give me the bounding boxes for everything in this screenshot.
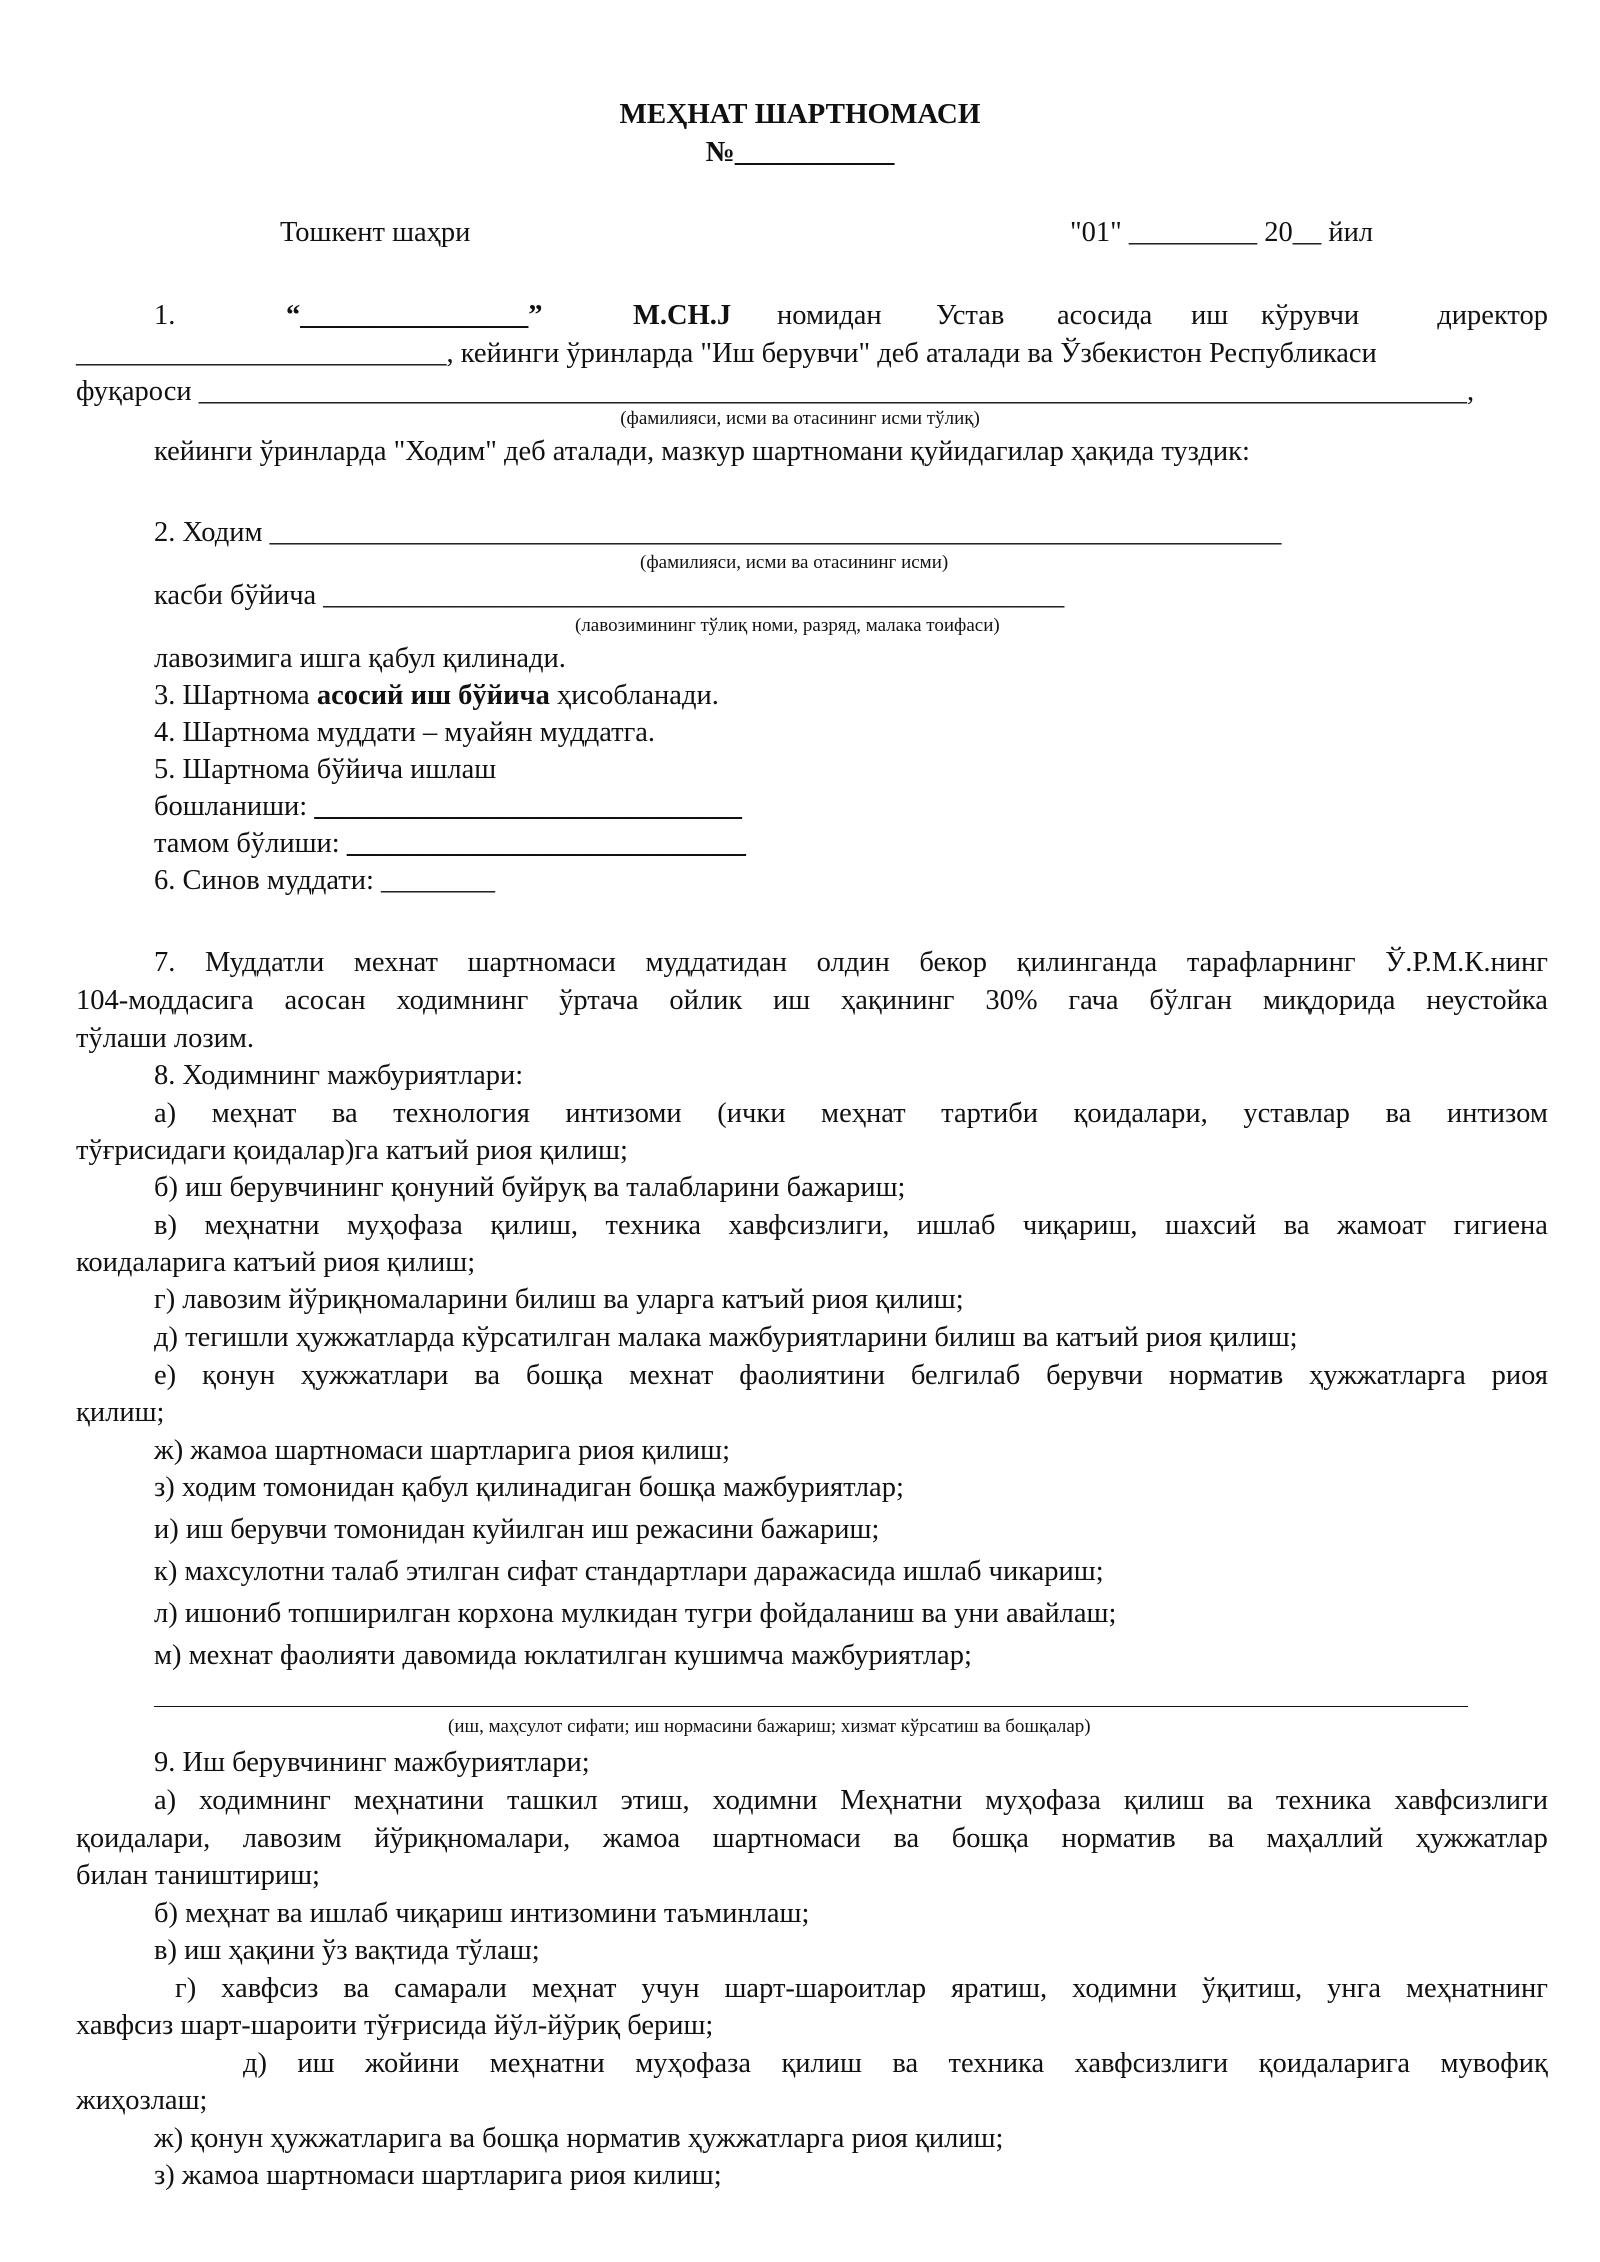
p8-a-line2: тўғрисидаги қоидалар)га катъий риоя қилиш; xyxy=(76,1135,628,1166)
p5-end: тамом бўлиши: ____________________________ xyxy=(154,828,746,859)
p8-v-line2: коидаларига катъий риоя қилиш; xyxy=(76,1247,476,1278)
p1-line4: кейинги ўринларда "Ходим" деб аталади, мазкур шартномани қуйидагилар ҳақида туздик: xyxy=(154,436,1250,467)
p6: 6. Синов муддати: ________ xyxy=(154,865,495,896)
p3: 3. Шартнома асосий иш бўйича ҳисобланади. xyxy=(154,680,719,711)
p8-title: 8. Ходимнинг мажбуриятлари: xyxy=(154,1060,524,1091)
city: Тошкент шаҳри xyxy=(280,217,471,248)
employee-line: 2. Ходим _______________________________________________________________________ xyxy=(154,517,1282,548)
p1-line3: фуқароси _________________________________________________________________________________________, xyxy=(76,376,1475,407)
p8-v-line1: в) меҳнатни муҳофаза қилиш, техника хавфсизлиги, ишлаб чиқариш, шахсий ва жамоат гигиена xyxy=(154,1210,1548,1241)
p8-m: м) мехнат фаолияти давомида юклатилган кушимча мажбуриятлар; xyxy=(154,1640,972,1671)
p7-line2: 104-моддасига асосан ходимнинг ўртача ойлик иш ҳақининг 30% гача бўлган миқдорида неустойка xyxy=(76,985,1548,1016)
p8-e-line2: қилиш; xyxy=(76,1397,165,1428)
accepted-line: лавозимига ишга қабул қилинади. xyxy=(154,643,566,674)
p8-z: з) ходим томонидан қабул қилинадиган бошқа мажбуриятлар; xyxy=(154,1472,904,1503)
p9-a-line2: қоидалари, лавозим йўриқномалари, жамоа шартномаси ва бошқа норматив ва маҳаллий ҳужжатлар xyxy=(76,1823,1548,1854)
p1-hint: (фамилияси, исми ва отасининг исми тўлиқ) xyxy=(620,408,980,429)
p8-hint: (иш, маҳсулот сифати; иш нормасини бажариш; хизмат кўрсатиш ва бошқалар) xyxy=(448,1716,1091,1737)
p9-d-line2: жиҳозлаш; xyxy=(76,2085,208,2116)
p8-e-line1: е) қонун ҳужжатлари ва бошқа мехнат фаолиятини белгилаб берувчи норматив ҳужжатларга риоя xyxy=(154,1360,1548,1391)
p8-k: к) махсулотни талаб этилган сифат стандартлари даражасида ишлаб чикариш; xyxy=(154,1556,1104,1587)
p5-title: 5. Шартнома бўйича ишлаш xyxy=(154,754,497,785)
p9-title: 9. Иш берувчининг мажбуриятлари; xyxy=(154,1747,590,1778)
p8-i: и) иш берувчи томонидан куйилган иш режасини бажариш; xyxy=(154,1514,880,1545)
p9-g-line1: г) хавфсиз ва самарали меҳнат учун шарт-шароитлар яратиш, ходимни ўқитиш, унга меҳнатнинг xyxy=(175,1973,1548,2004)
contract-number: №___________ xyxy=(705,136,895,168)
page-title: МЕҲНАТ ШАРТНОМАСИ xyxy=(619,98,981,130)
p9-g-line2: хавфсиз шарт-шароити тўғрисида йўл-йўриқ бериш; xyxy=(76,2010,714,2041)
p8-l: л) ишониб топширилган корхона мулкидан тугри фойдаланиш ва уни авайлаш; xyxy=(154,1598,1117,1629)
contract-date: "01" _________ 20__ йил xyxy=(1070,217,1374,248)
p8-zh: ж) жамоа шартномаси шартларига риоя қилиш; xyxy=(154,1435,731,1466)
p9-zh: ж) қонун ҳужжатларига ва бошқа норматив ҳужжатларга риоя қилиш; xyxy=(154,2123,1004,2154)
p7-line1: 7. Муддатли мехнат шартномаси муддатидан олдин бекор қилинганда тарафларнинг Ў.Р.М.К.нинг xyxy=(154,947,1548,978)
p9-a-line1: а) ходимнинг меҳнатини ташкил этиш, ходимни Меҳнатни муҳофаза қилиш ва техника хавфсизлиги xyxy=(154,1785,1548,1816)
p4: 4. Шартнома муддати – муайян муддатга. xyxy=(154,717,656,748)
p9-z: з) жамоа шартномаси шартларига риоя килиш; xyxy=(154,2160,722,2191)
p9-a-line3: билан таништириш; xyxy=(76,1860,320,1891)
p9-v: в) иш ҳақини ўз вақтида тўлаш; xyxy=(154,1935,540,1966)
employee-hint: (фамилияси, исми ва отасининг исми) xyxy=(640,552,949,573)
profession-line: касби бўйича ____________________________________________________ xyxy=(154,580,1065,611)
profession-hint: (лавозимининг тўлиқ номи, разряд, малака тоифаси) xyxy=(575,615,1000,636)
p7-line3: тўлаши лозим. xyxy=(76,1023,255,1054)
p9-d-line1: д) иш жойини меҳнатни муҳофаза қилиш ва техника хавфсизлиги қоидаларига мувофиқ xyxy=(243,2048,1548,2079)
p1-line2: __________________________, кейинги ўринларда "Иш берувчи" деб аталади ва Ўзбекистон Республикаси xyxy=(76,338,1377,369)
contract-page: МЕҲНАТ ШАРТНОМАСИ №___________ Тошкент шаҳри "01" _________ 20__ йил 1. “________________” M.CH.J номидан Устав асосида иш кўрувчи директор __________________________, кейинги ўринларда "Иш берувчи" деб аталади ва Ўзбекистон Республикаси фуқароси _________________________________________________________________________________________, (фамилияси, исми ва отасининг исми тўлиқ) кейинги ўринларда "Ходим" деб аталади, мазкур шартномани қуйидагилар ҳақида туздик: 2. Ходим _______________________________________________________________________ (фамилияси, исми ва отасининг исми) касби бўйича ____________________________________________________ (лавозимининг тўлиқ номи, разряд, малака тоифаси) лавозимига ишга қабул қилинади. 3. Шартнома асосий иш бўйича ҳисобланади. 4. Шартнома муддати – муайян муддатга. 5. Шартнома бўйича ишлаш бошланиши: ______________________________ тамом бўлиши: ____________________________ 6. Синов муддати: ________ 7. Муддатли мехнат шартномаси муддатидан олдин бекор қилинганда тарафларнинг Ў.Р.М.К.нинг 104-моддасига асосан ходимнинг ўртача ойлик иш ҳақининг 30% гача бўлган миқдорида неустойка тўлаши лозим. 8. Ходимнинг мажбуриятлари: а) меҳнат ва технология интизоми (ички меҳнат тартиби қоидалари, уставлар ва интизом тўғрисидаги қоидалар)га катъий риоя қилиш; б) иш берувчининг қонуний буйруқ ва талабларини бажариш; в) меҳнатни муҳофаза қилиш, техника хавфсизлиги, ишлаб чиқариш, шахсий ва жамоат гигиена коидаларига катъий риоя қилиш; г) лавозим йўриқномаларини билиш ва уларга катъий риоя қилиш; д) тегишли ҳужжатларда кўрсатилган малака мажбуриятларини билиш ва катъий риоя қилиш; е) қонун ҳужжатлари ва бошқа мехнат фаолиятини белгилаб берувчи норматив ҳужжатларга риоя қилиш; ж) жамоа шартномаси шартларига риоя қилиш; з) ходим томонидан қабул қилинадиган бошқа мажбуриятлар; и) иш берувчи томонидан куйилган иш режасини бажариш; к) махсулотни талаб этилган сифат стандартлари даражасида ишлаб чикариш; л) ишониб топширилган корхона мулкидан тугри фойдаланиш ва уни авайлаш; м) мехнат фаолияти давомида юклатилган кушимча мажбуриятлар; (иш, маҳсулот сифати; иш нормасини бажариш; хизмат кўрсатиш ва бошқалар) 9. Иш берувчининг мажбуриятлари; а) ходимнинг меҳнатини ташкил этиш, ходимни Меҳнатни муҳофаза қилиш ва техника хавфсизлиги қоидалари, лавозим йўриқномалари, жамоа шартномаси ва бошқа норматив ва маҳаллий ҳужжатлар билан таништириш; б) меҳнат ва ишлаб чиқариш интизомини таъминлаш; в) иш ҳақини ўз вақтида тўлаш; г) хавфсиз ва самарали меҳнат учун шарт-шароитлар яратиш, ходимни ўқитиш, унга меҳнатнинг хавфсиз шарт-шароити тўғрисида йўл-йўриқ бериш; д) иш жойини меҳнатни муҳофаза қилиш ва техника хавфсизлиги қоидаларига мувофиқ жиҳозлаш; ж) қонун ҳужжатларига ва бошқа норматив ҳужжатларга риоя қилиш; з) жамоа шартномаси шартларига риоя килиш; xyxy=(0,0,1600,2262)
p8-a-line1: а) меҳнат ва технология интизоми (ички меҳнат тартиби қоидалари, уставлар ва интизом xyxy=(154,1098,1548,1129)
p9-b: б) меҳнат ва ишлаб чиқариш интизомини таъминлаш; xyxy=(154,1898,810,1929)
p8-blank-line xyxy=(154,1706,1468,1707)
p8-b: б) иш берувчининг қонуний буйруқ ва талабларини бажариш; xyxy=(154,1172,906,1203)
p8-g: г) лавозим йўриқномаларини билиш ва уларга катъий риоя қилиш; xyxy=(154,1284,964,1315)
p8-d: д) тегишли ҳужжатларда кўрсатилган малака мажбуриятларини билиш ва катъий риоя қилиш; xyxy=(154,1322,1298,1353)
p5-start: бошланиши: ______________________________ xyxy=(154,791,742,822)
